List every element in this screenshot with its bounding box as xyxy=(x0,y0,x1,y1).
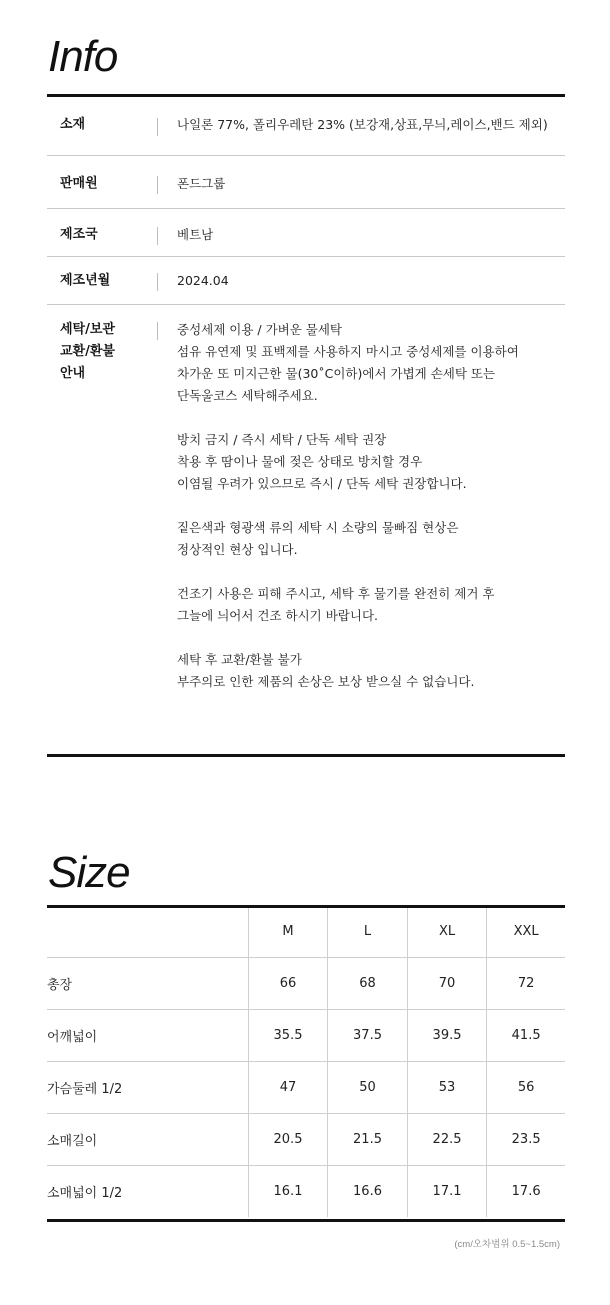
care-text-line: 그늘에 늬어서 건조 하시기 바랍니다. xyxy=(177,608,378,623)
size-header-xxl: XXL xyxy=(487,905,565,958)
size-header-xl: XL xyxy=(407,905,487,958)
row-label: 가슴둘레 1/2 xyxy=(47,1062,248,1114)
info-top-rule xyxy=(47,94,565,97)
size-header-empty xyxy=(47,905,248,958)
table-cell: 37.5 xyxy=(328,1010,408,1062)
care-text-line: 착용 후 땀이나 물에 젖은 상태로 방치할 경우 xyxy=(177,454,423,469)
table-cell: 50 xyxy=(328,1062,408,1114)
table-row xyxy=(47,1062,565,1114)
care-text-line: 차가운 또 미지근한 물(30˚C이하)에서 가볍게 손세탁 또는 xyxy=(177,366,496,381)
seller-value: 폰드그룹 xyxy=(177,176,226,191)
size-header-m: M xyxy=(248,905,328,958)
size-table xyxy=(47,905,565,1217)
material-label: 소재 xyxy=(60,117,86,132)
care-text-line: 정상적인 현상 입니다. xyxy=(177,542,298,557)
table-cell: 68 xyxy=(328,958,408,1010)
manufacture-date-label: 제조년월 xyxy=(60,273,111,288)
size-bottom-rule xyxy=(47,1219,565,1222)
care-text-line: 중성세제 이용 / 가벼운 물세탁 xyxy=(177,322,343,337)
table-row xyxy=(47,1114,565,1166)
row-label: 소매넓이 1/2 xyxy=(47,1186,123,1201)
table-cell: 35.5 xyxy=(248,1010,328,1062)
table-cell: 53 xyxy=(407,1062,487,1114)
table-cell: 17.6 xyxy=(487,1166,565,1218)
care-text-line: 방치 금지 / 즉시 세탁 / 단독 세탁 권장 xyxy=(177,432,387,447)
care-label-line: 세탁/보관 xyxy=(60,322,115,337)
care-instructions xyxy=(177,319,519,715)
seller-separator xyxy=(157,176,158,194)
care-text-line: 단독울코스 세탁해주세요. xyxy=(177,388,318,403)
table-cell: 39.5 xyxy=(407,1010,487,1062)
material-value: 나일론 77%, 폴리우레탄 23% (보강재,상표,무늬,레이스,밴드 제외) xyxy=(177,117,548,132)
country-value: 베트남 xyxy=(177,227,214,242)
info-heading: Info xyxy=(48,32,118,81)
table-cell: 70 xyxy=(407,958,487,1010)
size-header-l: L xyxy=(328,905,408,958)
care-paragraph xyxy=(177,583,519,627)
size-top-rule xyxy=(47,905,565,908)
table-cell: 16.6 xyxy=(328,1166,408,1218)
table-cell: 23.5 xyxy=(487,1114,565,1166)
table-cell: 21.5 xyxy=(328,1114,408,1166)
row-label: 어깨넓이 xyxy=(47,1010,248,1062)
country-label: 제조국 xyxy=(60,227,98,242)
care-paragraph xyxy=(177,429,519,495)
size-heading: Size xyxy=(48,848,130,897)
info-row-divider xyxy=(47,208,565,209)
info-bottom-rule xyxy=(47,754,565,757)
care-paragraph xyxy=(177,517,519,561)
size-header-row xyxy=(47,905,565,958)
table-row xyxy=(47,1010,565,1062)
care-text-line: 섬유 유연제 및 표백제를 사용하지 마시고 중성세제를 이용하여 xyxy=(177,344,519,359)
material-separator xyxy=(157,118,158,136)
care-separator xyxy=(157,322,158,340)
info-row-divider xyxy=(47,155,565,156)
table-row xyxy=(47,958,565,1010)
table-cell: 22.5 xyxy=(407,1114,487,1166)
care-text-line: 건조기 사용은 피해 주시고, 세탁 후 물기를 완전히 제거 후 xyxy=(177,586,495,601)
manufacture-date-separator xyxy=(157,273,158,291)
table-cell: 56 xyxy=(487,1062,565,1114)
table-cell: 47 xyxy=(248,1062,328,1114)
care-paragraph xyxy=(177,319,519,407)
tolerance-note: (cm/오차범위 0.5~1.5cm) xyxy=(454,1239,560,1250)
row-label: 소매길이 xyxy=(47,1114,248,1166)
manufacture-date-value: 2024.04 xyxy=(177,273,229,288)
info-row-divider xyxy=(47,256,565,257)
care-paragraph xyxy=(177,649,519,693)
table-row xyxy=(47,1166,565,1218)
row-label: 총장 xyxy=(47,958,248,1010)
care-label-line: 교환/환불 xyxy=(60,344,115,359)
table-cell: 16.1 xyxy=(248,1166,328,1218)
table-cell: 20.5 xyxy=(248,1114,328,1166)
country-separator xyxy=(157,227,158,245)
seller-label: 판매원 xyxy=(60,176,98,191)
table-cell: 17.1 xyxy=(407,1166,487,1218)
care-text-line: 세탁 후 교환/환불 불가 xyxy=(177,652,302,667)
care-text-line: 부주의로 인한 제품의 손상은 보상 받으실 수 없습니다. xyxy=(177,674,475,689)
care-text-line: 이염될 우려가 있으므로 즉시 / 단독 세탁 권장합니다. xyxy=(177,476,467,491)
care-label-line: 안내 xyxy=(60,366,86,381)
care-text-line: 짙은색과 형광색 류의 세탁 시 소량의 물빠짐 현상은 xyxy=(177,520,459,535)
info-row-divider xyxy=(47,304,565,305)
table-cell: 66 xyxy=(248,958,328,1010)
table-cell: 72 xyxy=(487,958,565,1010)
table-cell: 41.5 xyxy=(487,1010,565,1062)
care-label xyxy=(60,319,115,385)
